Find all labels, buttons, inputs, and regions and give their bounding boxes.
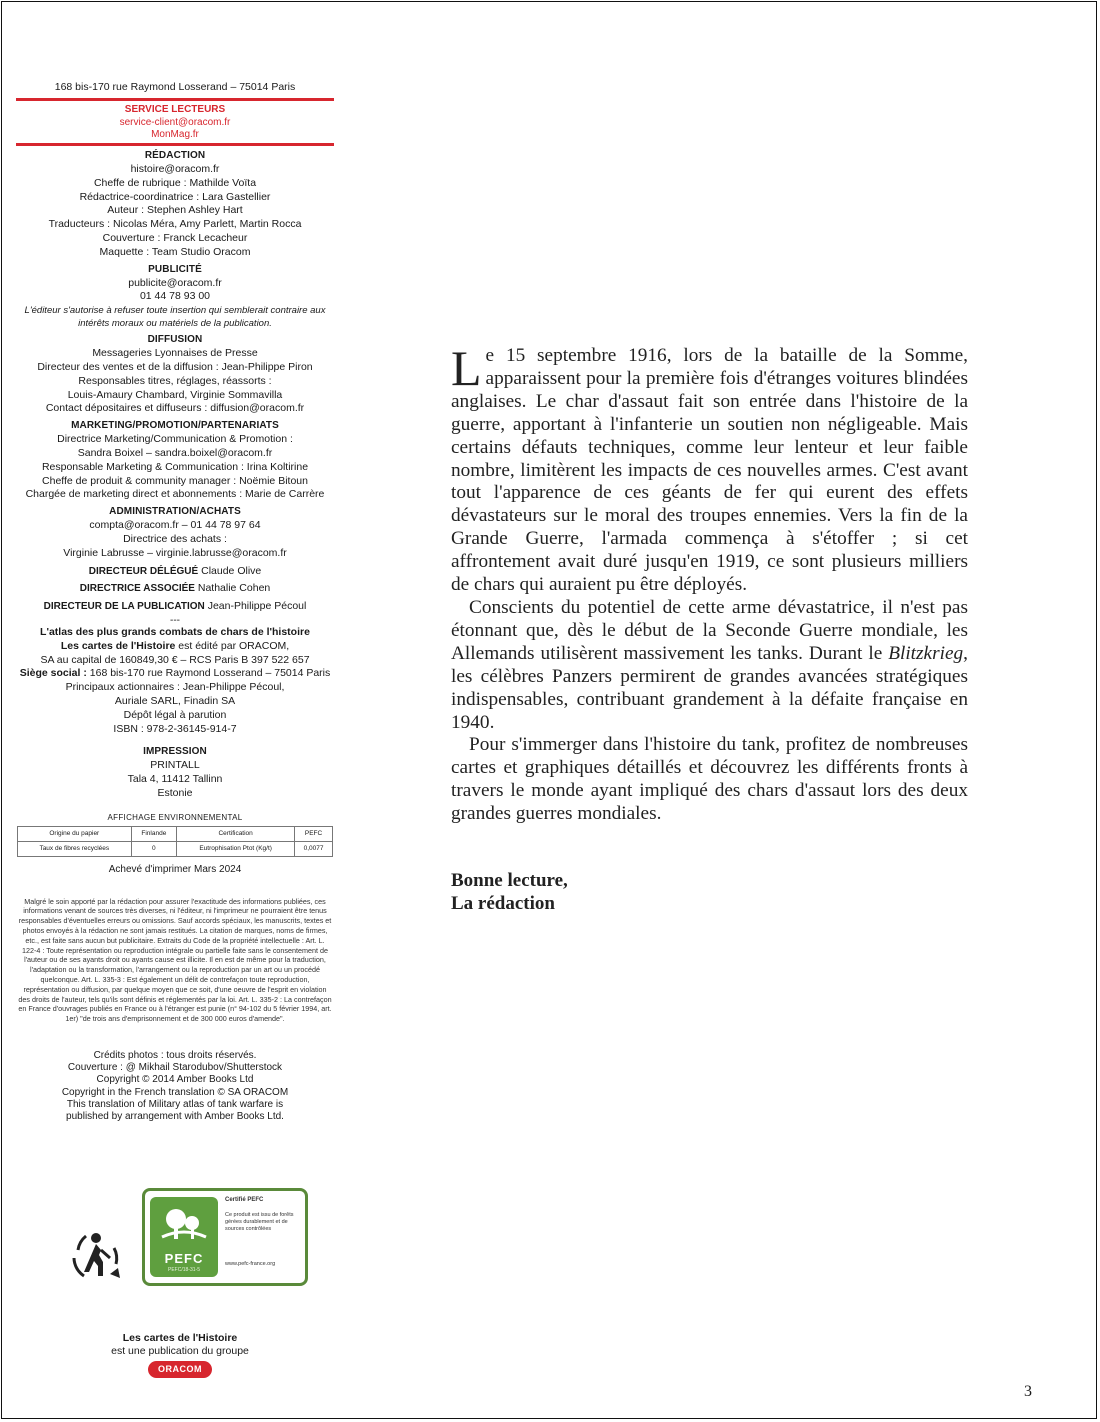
directeur-publication-label: DIRECTEUR DE LA PUBLICATION — [43, 601, 205, 613]
pefc-text: Ce produit est issu de forêts gérées durablement et de sources contrôlées — [225, 1212, 294, 1232]
impression-line: Tala 4, 11412 Tallinn — [127, 773, 223, 786]
pefc-brand: PEFC — [164, 1251, 204, 1266]
redaction-line: Cheffe de rubrique : Mathilde Voïta — [93, 176, 257, 189]
separator: --- — [170, 614, 180, 626]
marketing-line: Chargée de marketing direct et abonnements : Marie de Carrère — [25, 488, 325, 501]
publication-title: L'atlas des plus grands combats de chars de l'histoire — [40, 625, 310, 638]
publication-name: Les cartes de l'Histoire — [60, 639, 176, 652]
table-row — [18, 826, 333, 841]
directeur-delegue-label: DIRECTEUR DÉLÉGUÉ — [88, 565, 199, 577]
impression-line: Estonie — [157, 786, 193, 799]
directrice-associee — [16, 582, 334, 596]
pefc-badge — [150, 1197, 218, 1277]
publication-depot: Dépôt légal à parution — [123, 708, 227, 721]
diffusion-line: Directeur des ventes et de la diffusion : Jean-Philippe Piron — [37, 360, 313, 373]
tree-icon — [150, 1197, 218, 1251]
pefc-text-block — [225, 1197, 299, 1233]
diffusion-line: Responsables titres, réglages, réassorts : — [78, 374, 272, 387]
masthead-column — [16, 80, 334, 1123]
table-cell: Taux de fibres recyclées — [18, 841, 132, 856]
marketing-line: Responsable Marketing & Communication : Irina Koltirine — [41, 460, 309, 473]
credits — [16, 1050, 334, 1123]
directrice-associee-label: DIRECTRICE ASSOCIÉE — [79, 583, 195, 595]
editorial-paragraph: Pour s'immerger dans l'histoire du tank, profitez de nombreuses cartes et graphiques détaillés et découvrez les différents fronts à travers le monde ayant impliqué des chars d'assaut lors des deux grandes guerres mondiales. — [451, 734, 968, 825]
directeur-delegue-name: Claude Olive — [201, 564, 262, 577]
administration-title: ADMINISTRATION/ACHATS — [109, 506, 241, 518]
table-cell: Eutrophisation Ptot (Kg/t) — [177, 841, 295, 856]
red-rule — [16, 143, 334, 146]
drop-cap: L — [451, 340, 482, 396]
publication-capital: SA au capital de 160849,30 € – RCS Paris B 397 522 657 — [40, 653, 310, 666]
administration-line: Directrice des achats : — [123, 532, 227, 545]
siege-label: Siège social : — [19, 667, 87, 680]
redaction-title: RÉDACTION — [144, 150, 206, 161]
publication-actionnaires: Principaux actionnaires : Jean-Philippe Pécoul, — [65, 681, 285, 694]
publisher-block — [90, 1332, 270, 1378]
red-rule — [16, 98, 334, 101]
publication-actionnaires: Auriale SARL, Finadin SA — [114, 694, 236, 707]
publisher-subtitle: est une publication du groupe — [111, 1345, 249, 1357]
signature — [451, 869, 568, 915]
publication-editor-rest: est édité par ORACOM, — [175, 639, 290, 652]
redaction-line: Couverture : Franck Lecacheur — [102, 231, 248, 244]
publicite-note: L'éditeur s'autorise à refuser toute insertion qui semblerait contraire aux intérêts moraux ou matériels de la publication. — [24, 305, 326, 330]
publicite-title: PUBLICITÉ — [148, 263, 202, 275]
service-site: MonMag.fr — [151, 129, 199, 140]
blitzkrieg-term: Blitzkrieg — [888, 642, 964, 664]
directeur-delegue — [16, 565, 334, 579]
pefc-label — [142, 1188, 308, 1286]
table-cell: PEFC — [295, 826, 333, 841]
paragraph-text: e 15 septembre 1916, lors de la bataille de la Somme, apparaissent pour la première fois d'étranges voitures blindées anglaises. Le char d'assaut fait son entrée dans l'histoire de la guerre, apportant à l'infanterie un soutien non négligeable. Mais certains défauts techniques, comme leur lenteur et leur faible nombre, limitèrent les impacts de ces nouvelles armes. C'est avant tout l'apparence de ces géants de fer qui eurent des effets dévastateurs sur le moral des troupes ennemies. Vers la fin de la Grande Guerre, l'armada commença à s'étoffer ; si cet affrontement avait duré jusqu'en 1919, ce sont plusieurs milliers de chars qui auraient pu être déployés. — [451, 345, 968, 596]
table-cell: Origine du papier — [18, 826, 132, 841]
diffusion-line: Messageries Lyonnaises de Presse — [92, 347, 258, 360]
diffusion-line: Louis-Amaury Chambard, Virginie Sommavilla — [67, 388, 283, 401]
table-row — [18, 841, 333, 856]
redaction-line: Rédactrice-coordinatrice : Lara Gastellier — [79, 190, 271, 203]
editorial — [451, 340, 968, 826]
publication-isbn: ISBN : 978-2-36145-914-7 — [113, 722, 237, 735]
pefc-code: PEFC/18-31-5 — [168, 1267, 200, 1273]
logos — [70, 1188, 330, 1288]
pefc-heading: Certifié PEFC — [225, 1197, 264, 1203]
administration-line: Virginie Labrusse – virginie.labrusse@oracom.fr — [63, 546, 287, 559]
publication-siege — [16, 667, 334, 681]
siege-address: 168 bis-170 rue Raymond Losserand – 75014 Paris — [86, 667, 331, 680]
publicite-line: publicite@oracom.fr — [128, 276, 222, 289]
directeur-publication — [16, 600, 334, 614]
table-cell: 0 — [131, 841, 177, 856]
pefc-url: www.pefc-france.org — [225, 1261, 276, 1267]
redaction-line: Auteur : Stephen Ashley Hart — [107, 204, 243, 217]
credit-line: Couverture : @ Mikhail Starodubov/Shutterstock — [67, 1062, 283, 1074]
paragraph-text: Conscients du potentiel de cette arme dévastatrice, il n'est pas étonnant que, dès le début de la Seconde Guerre mondiale, les Allemands utilisèrent massivement les tanks. Durant le — [451, 596, 968, 664]
redaction-line: Maquette : Team Studio Oracom — [99, 245, 251, 258]
service-title: SERVICE LECTEURS — [124, 104, 226, 115]
table-cell: 0,0077 — [295, 841, 333, 856]
table-cell: Finlande — [131, 826, 177, 841]
sign-line: La rédaction — [451, 893, 555, 914]
address: 168 bis-170 rue Raymond Losserand – 75014 Paris — [54, 81, 296, 93]
redaction-line: Traducteurs : Nicolas Méra, Amy Parlett, Martin Rocca — [48, 218, 302, 231]
table-cell: Certification — [177, 826, 295, 841]
credit-line: Copyright © 2014 Amber Books Ltd — [96, 1074, 254, 1086]
diffusion-line: Contact dépositaires et diffuseurs : diffusion@oracom.fr — [45, 402, 305, 415]
redaction-line: histoire@oracom.fr — [130, 163, 220, 175]
page-number: 3 — [1024, 1383, 1032, 1400]
publication-editor — [16, 640, 334, 654]
credit-line: Copyright in the French translation © SA ORACOM — [61, 1086, 289, 1098]
impression-title: IMPRESSION — [143, 746, 207, 758]
printed-date: Achevé d'imprimer Mars 2024 — [108, 863, 242, 875]
environment-title: AFFICHAGE ENVIRONNEMENTAL — [107, 812, 243, 822]
recycle-icon — [70, 1228, 126, 1284]
marketing-title: MARKETING/PROMOTION/PARTENARIATS — [71, 420, 279, 432]
directrice-associee-name: Nathalie Cohen — [197, 582, 271, 595]
editorial-paragraph — [451, 597, 968, 734]
credit-line: This translation of Military atlas of tank warfare is — [66, 1098, 284, 1110]
diffusion-title: DIFFUSION — [147, 334, 203, 346]
publisher-title: Les cartes de l'Histoire — [122, 1332, 238, 1344]
editorial-paragraph — [451, 340, 968, 597]
publicite-line: 01 44 78 93 00 — [139, 290, 211, 303]
credit-line: Crédits photos : tous droits réservés. — [93, 1050, 257, 1062]
impression-line: PRINTALL — [150, 759, 200, 772]
environment-table — [17, 826, 333, 857]
directeur-publication-name: Jean-Philippe Pécoul — [207, 600, 307, 613]
marketing-line: Cheffe de produit & community manager : Noëmie Bitoun — [42, 474, 308, 487]
credit-line: published by arrangement with Amber Books Ltd. — [66, 1111, 284, 1123]
marketing-line: Sandra Boixel – sandra.boixel@oracom.fr — [77, 446, 273, 459]
legal-notice: Malgré le soin apporté par la rédaction pour assurer l'exactitude des informations publiées, ces informations venant de sources très diverses, ni l'éditeur, ni l'imprimeur ne pourraient être tenus responsables d'éventuelles erreurs ou omissions. Sauf accords spéciaux, les manuscrits, textes et photos envoyés à la rédaction ne sont jamais restitués. La citation de marques, noms de firmes, etc., est faite sans aucun but publicitaire. Extraits du Code de la propriété intellectuelle : Art. L. 122-4 : Toute représentation ou reproduction intégrale ou partielle faite sans le consentement de l'auteur ou de ses ayants droit ou ayants cause est illicite. Il en est de même pour la traduction, l'adaptation ou la transformation, l'arrangement ou la reproduction par un art ou un procédé quelconque. Art. L. 335-3 : Est également un délit de contrefaçon toute reproduction, représentation ou diffusion, par quelque moyen que ce soit, d'une oeuvre de l'esprit en violation des droits de l'auteur, tels qu'ils sont définis et réglementés par la loi. Art. L. 335-2 : La contrefaçon en France d'ouvrages publiés en France ou à l'étranger est punie (n° 94-102 du 5 février 1994, art. 1er) "de trois ans d'emprisonnement et de 300 000 euros d'amende". — [18, 896, 332, 1024]
marketing-line: Directrice Marketing/Communication & Promotion : — [57, 433, 293, 446]
sign-line: Bonne lecture, — [451, 870, 568, 891]
oracom-logo: ORACOM — [148, 1361, 212, 1378]
administration-line: compta@oracom.fr – 01 44 78 97 64 — [89, 519, 261, 532]
paragraph-text: , les célèbres Panzers permirent de grandes avancées stratégiques indispensables, contribuant grandement à la défaite française en 1940. — [451, 642, 968, 733]
service-email: service-client@oracom.fr — [119, 117, 231, 128]
